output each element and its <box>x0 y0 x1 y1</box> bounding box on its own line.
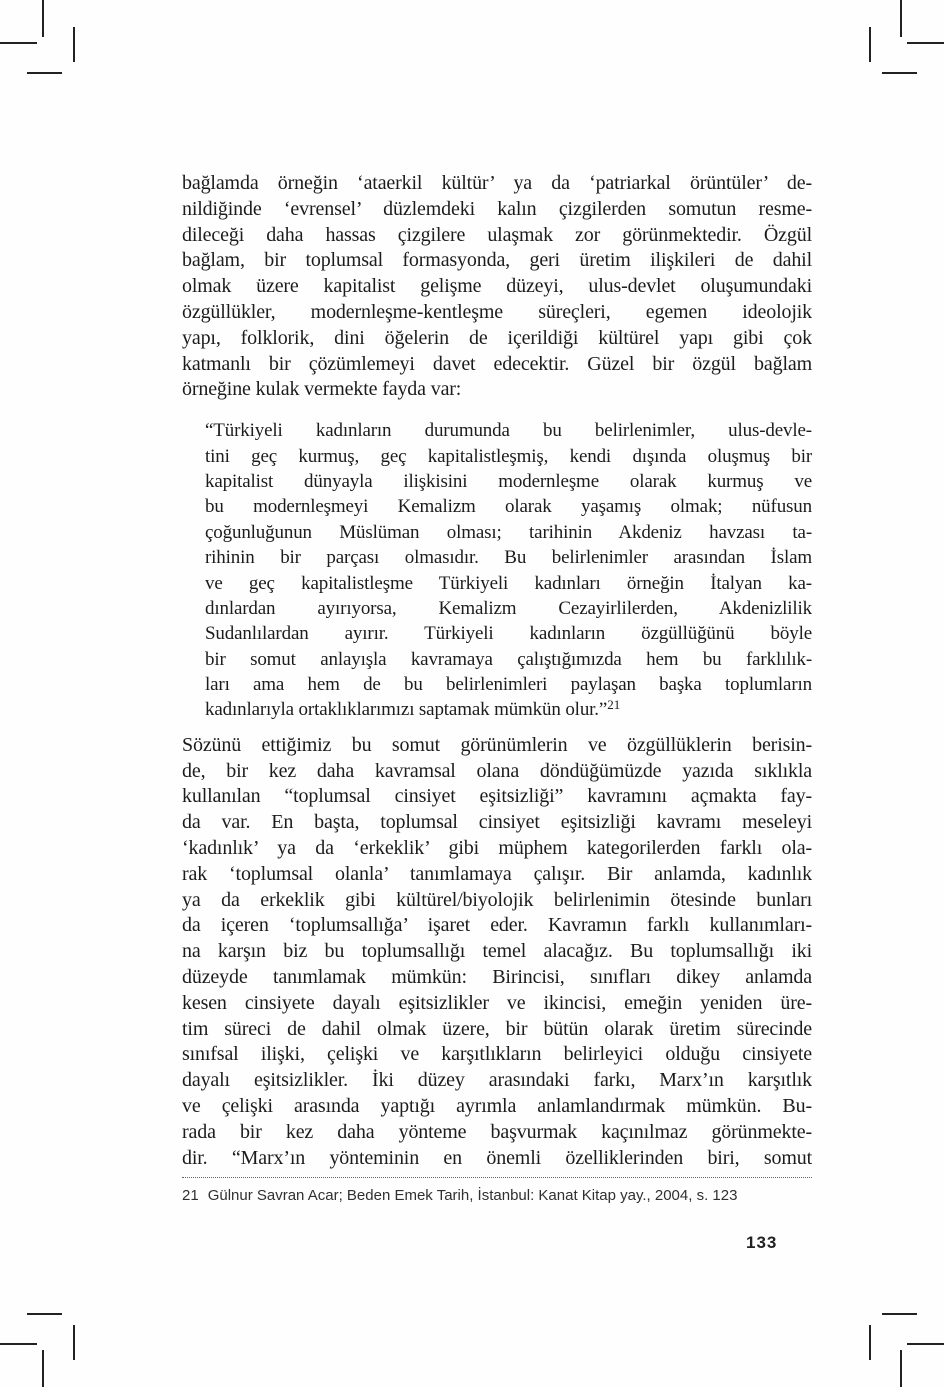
crop-mark-top-left-inner-vertical <box>73 27 75 62</box>
crop-mark-bottom-right-horizontal <box>907 1343 944 1345</box>
text-line: katmanlı bir çözümlemeyi davet edecektir. Güzel bir özgül bağlam <box>182 352 812 375</box>
quote-line: rihinin bir parçası olmasıdır. Bu belirlenimler arasından İslam <box>205 547 812 569</box>
quote-line: dınlardan ayırıyorsa, Kemalizm Cezayirlilerden, Akdenizlilik <box>205 597 812 619</box>
crop-mark-top-right-vertical <box>900 0 902 37</box>
text-line: ‘kadınlık’ ya da ‘erkeklik’ gibi müphem kategorilerden farklı ola- <box>182 837 812 860</box>
footnote <box>182 1186 812 1206</box>
text-line: de, bir kez daha kavramsal olana döndüğümüzde yazıda sıklıkla <box>182 759 812 782</box>
crop-mark-bottom-left-horizontal <box>0 1343 37 1345</box>
text-line: da içeren ‘toplumsallığa’ işaret eder. Kavramın farklı kullanımları- <box>182 914 812 937</box>
crop-mark-bottom-right-vertical <box>900 1350 902 1387</box>
crop-mark-top-right-inner-vertical <box>869 27 871 62</box>
quote-line: tini geç kurmuş, geç kapitalistleşmiş, kendi dışında oluşmuş bir <box>205 445 812 467</box>
text-line: da var. En başta, toplumsal cinsiyet eşitsizliği kavramı meseleyi <box>182 811 812 834</box>
quote-line: ları ama hem de bu belirlenimleri paylaşan başka toplumların <box>205 674 812 696</box>
footnote-text: Gülnur Savran Acar; Beden Emek Tarih, İstanbul: Kanat Kitap yay., 2004, s. 123 <box>207 1187 738 1204</box>
text-line: dir. “Marx’ın yönteminin en önemli özelliklerinden biri, somut <box>182 1146 812 1169</box>
text-line: ya da erkeklik gibi kültürel/biyolojik belirlenimin ötesinde bunları <box>182 888 812 911</box>
text-line: ve çelişki arasında yaptığı ayrımla anlamlandırmak mümkün. Bu- <box>182 1095 812 1118</box>
crop-mark-top-right-horizontal <box>907 42 944 44</box>
quote-line: çoğunluğunun Müslüman olması; tarihinin Akdeniz havzası ta- <box>205 521 812 543</box>
page-number: 133 <box>746 1233 778 1252</box>
quote-line: Sudanlılardan ayırır. Türkiyeli kadınların özgüllüğünü böyle <box>205 623 812 645</box>
quote-line: kapitalist dünyayla ilişkisini modernleşme olarak kurmuş ve <box>205 470 812 492</box>
crop-mark-bottom-left-inner-horizontal <box>27 1313 62 1315</box>
crop-mark-bottom-right-inner-horizontal <box>882 1313 917 1315</box>
text-line: yapı, folklorik, dini öğelerin de içerildiği kültürel yapı gibi çok <box>182 326 812 349</box>
text-line: Sözünü ettiğimiz bu somut görünümlerin ve özgüllüklerin berisin- <box>182 733 812 756</box>
quote-last-line <box>205 697 812 722</box>
quote-line: ve geç kapitalistleşme Türkiyeli kadınları örneğin İtalyan ka- <box>205 572 812 594</box>
text-line: örneğine kulak vermekte fayda var: <box>182 378 462 401</box>
footnote-number: 21 <box>182 1187 199 1204</box>
paragraph-1 <box>182 171 812 403</box>
text-line: dayalı eşitsizlikler. İki düzey arasındaki farkı, Marx’ın karşıtlık <box>182 1069 812 1092</box>
text-line: rada bir kez daha yönteme başvurmak kaçınılmaz görünmekte- <box>182 1120 812 1143</box>
text-line: sınıfsal ilişki, çelişki ve karşıtlıkların belirleyici olduğu cinsiyete <box>182 1043 812 1066</box>
crop-mark-top-left-horizontal <box>0 42 37 44</box>
quote-last-text: kadınlarıyla ortaklıklarımızı saptamak mümkün olur.” <box>205 699 608 721</box>
crop-mark-top-left-vertical <box>42 0 44 37</box>
text-line: tim süreci de dahil olmak üzere, bir bütün olarak üretim sürecinde <box>182 1017 812 1040</box>
crop-mark-bottom-right-inner-vertical <box>869 1325 871 1360</box>
crop-mark-top-right-inner-horizontal <box>882 72 917 74</box>
text-line: rak ‘toplumsal olanla’ tanımlamaya çalışır. Bir anlamda, kadınlık <box>182 862 812 885</box>
text-line: olmak üzere kapitalist gelişme düzeyi, ulus-devlet oluşumundaki <box>182 275 812 298</box>
crop-mark-bottom-left-inner-vertical <box>73 1325 75 1360</box>
paragraph-2 <box>182 733 812 1172</box>
text-line: dileceği daha hassas çizgilere ulaşmak zor görünmektedir. Özgül <box>182 223 812 246</box>
text-line: bağlam, bir toplumsal formasyonda, geri üretim ilişkileri de dahil <box>182 249 812 272</box>
footnote-separator-rule <box>182 1177 812 1178</box>
footnote-reference: 21 <box>607 697 621 713</box>
text-block <box>182 171 812 1171</box>
text-line: kullanılan “toplumsal cinsiyet eşitsizliği” kavramını açmakta fay- <box>182 785 812 808</box>
text-line: nildiğinde ‘evrensel’ düzlemdeki kalın çizgilerden somutun resme- <box>182 197 812 220</box>
crop-mark-top-left-inner-horizontal <box>27 72 62 74</box>
text-line: bağlamda örneğin ‘ataerkil kültür’ ya da ‘patriarkal örüntüler’ de- <box>182 172 812 194</box>
quote-line: bu modernleşmeyi Kemalizm olarak yaşamış olmak; nüfusun <box>205 496 812 518</box>
text-line: özgüllükler, modernleşme-kentleşme süreçleri, egemen ideolojik <box>182 300 812 323</box>
text-line: kesen cinsiyete dayalı eşitsizlikler ve ikincisi, emeğin yeniden üre- <box>182 991 812 1014</box>
text-line: na karşın biz bu toplumsallığı temel alacağız. Bu toplumsallığı iki <box>182 940 812 963</box>
quote-line: bir somut anlayışla kavramaya çalıştığımızda hem bu farklılık- <box>205 648 812 670</box>
block-quote <box>182 418 812 723</box>
crop-mark-bottom-left-vertical <box>42 1350 44 1387</box>
text-line: düzeyde tanımlamak mümkün: Birincisi, sınıfları dikey anlamda <box>182 966 812 989</box>
quote-line: “Türkiyeli kadınların durumunda bu belirlenimler, ulus-devle- <box>205 420 812 442</box>
